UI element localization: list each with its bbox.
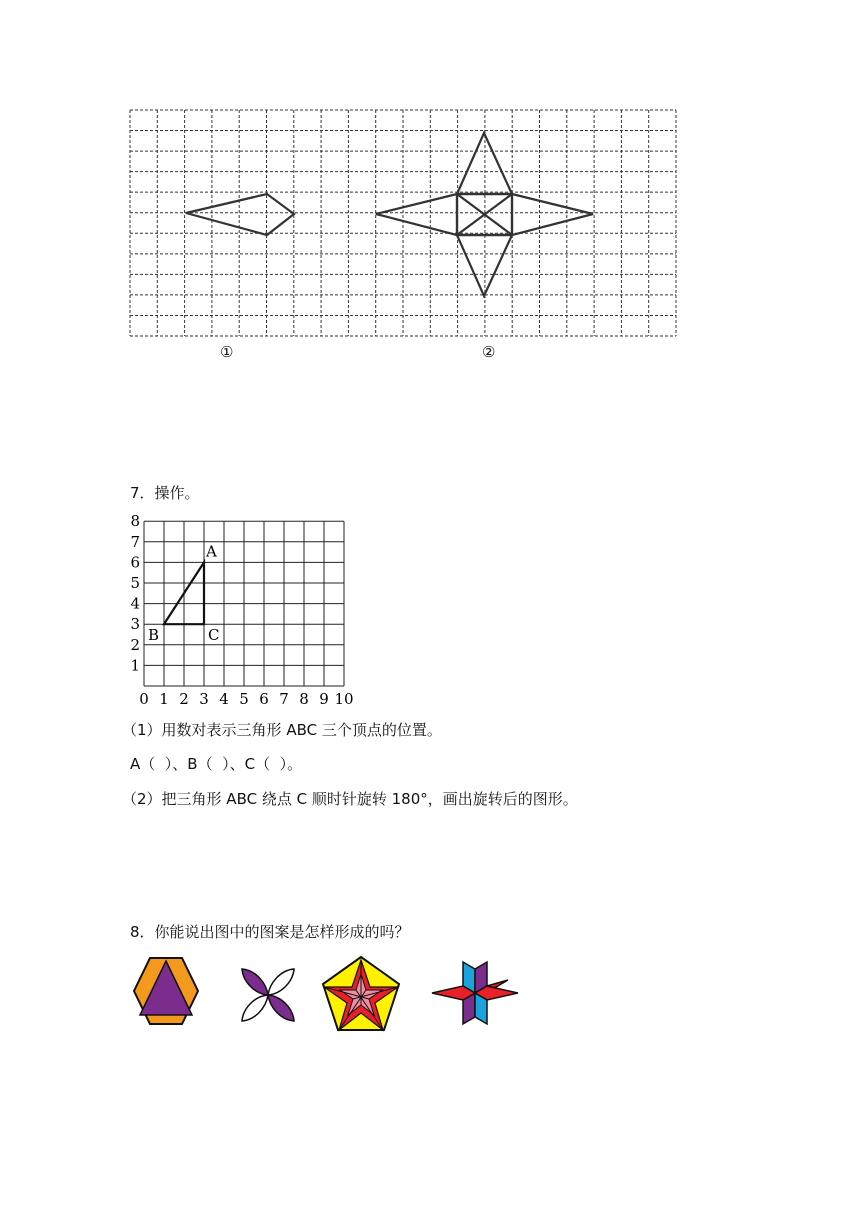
kite-shape-1 <box>186 194 294 235</box>
figure-label-1: ① <box>220 343 234 361</box>
pattern-six-rhombi <box>428 956 522 1032</box>
x-tick-label: 1 <box>159 690 169 708</box>
x-tick-label: 10 <box>334 690 354 708</box>
y-tick-label: 1 <box>130 656 140 675</box>
y-tick-label: 7 <box>130 532 140 551</box>
y-tick-label: 2 <box>130 635 140 654</box>
vertex-label-c: C <box>208 626 220 645</box>
pattern-four-leaf <box>236 964 300 1026</box>
coordinate-grid <box>130 512 360 710</box>
x-tick-label: 0 <box>139 690 149 708</box>
vertex-label-b: B <box>148 626 160 645</box>
question-7-part-1: （1）用数对表示三角形 ABC 三个顶点的位置。 <box>122 721 442 739</box>
x-tick-label: 9 <box>319 690 329 708</box>
vertex-label-a: A <box>206 542 217 561</box>
y-tick-label: 4 <box>130 594 140 613</box>
x-tick-label: 4 <box>219 690 229 708</box>
top-grid-figure <box>128 108 680 344</box>
pattern-hexagon-triangle <box>132 956 200 1028</box>
y-tick-label: 5 <box>130 574 140 592</box>
y-tick-labels <box>130 512 140 674</box>
x-tick-label: 2 <box>179 690 189 708</box>
x-tick-label: 8 <box>299 690 309 708</box>
y-tick-label: 8 <box>130 512 140 531</box>
y-tick-label: 6 <box>130 553 140 572</box>
x-tick-label: 6 <box>259 690 269 708</box>
pattern-pentagon-star <box>320 954 402 1034</box>
dashed-grid <box>130 110 676 336</box>
y-tick-label: 3 <box>130 615 140 634</box>
x-tick-labels <box>139 690 353 708</box>
question-7-title: 7．操作。 <box>130 484 200 502</box>
x-tick-label: 5 <box>239 690 249 708</box>
coordinate-grid-lines <box>144 521 344 686</box>
x-tick-label: 7 <box>279 690 289 708</box>
figure-label-2: ② <box>482 343 496 361</box>
question-8-title: 8．你能说出图中的图案是怎样形成的吗？ <box>130 923 410 941</box>
question-7-part-2: （2）把三角形 ABC 绕点 C 顺时针旋转 180°，画出旋转后的图形。 <box>122 790 578 808</box>
answer-line: A（ ）、B（ ）、C（ ）。 <box>130 755 303 773</box>
x-tick-label: 3 <box>199 690 209 708</box>
